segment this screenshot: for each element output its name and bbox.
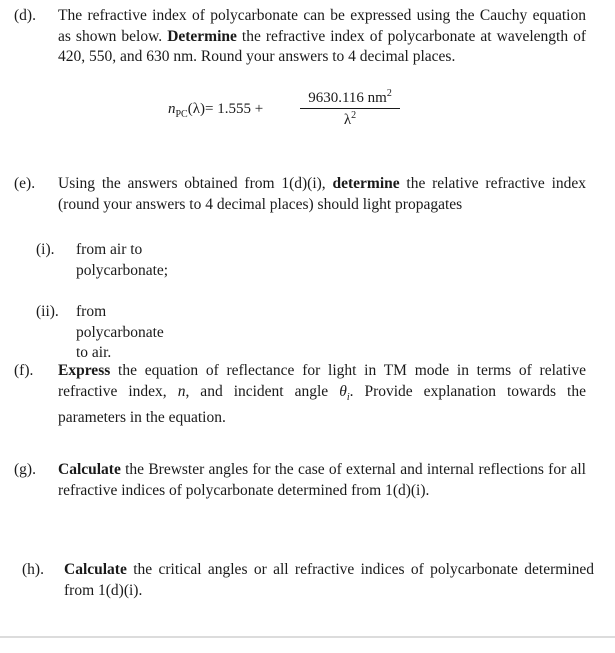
question-e-keyword: determine — [332, 175, 400, 192]
question-d-text — [58, 6, 586, 68]
question-e-intro: Using the answers obtained from 1(d)(i), — [58, 175, 326, 192]
question-h-text — [64, 560, 594, 601]
question-f-theta-symbol: θ — [339, 382, 347, 400]
question-e-text — [58, 174, 586, 215]
question-e-label: (e). — [14, 175, 36, 192]
equation-denominator-text: λ — [343, 112, 352, 128]
cauchy-equation — [168, 88, 408, 132]
question-f-var-n: n — [177, 382, 186, 400]
question-h-instruction: the critical angles or all refractive indices of polycarbonate determined from 1(d)(i). — [64, 561, 594, 599]
question-e-i-label: (i). — [36, 241, 55, 258]
question-f-text-b: , and incident angle — [185, 382, 329, 400]
question-f-theta-sub: i — [346, 391, 350, 403]
question-e-instruction: the relative refractive index (round your answers to 4 decimal places) should light propagates — [58, 175, 587, 213]
equation-n-symbol: n — [168, 101, 176, 117]
equation-fraction — [300, 88, 400, 129]
question-f-label: (f). — [14, 362, 34, 379]
question-g-label: (g). — [14, 461, 36, 478]
equation-n-subscript: PC — [175, 109, 188, 120]
equation-numerator-text: 9630.116 nm — [308, 90, 387, 106]
equation-numerator-exp: 2 — [386, 88, 392, 99]
equation-denominator — [300, 109, 400, 129]
question-e-ii-label: (ii). — [36, 303, 59, 320]
page-bottom-border — [0, 636, 615, 638]
question-d-intro: The refractive index of polycarbonate can be expressed using the Cauchy equation as shown below. — [58, 7, 586, 45]
question-d-label: (d). — [14, 7, 36, 24]
question-e-i-text: from air to polycarbonate; — [76, 241, 169, 279]
question-f-var-theta — [339, 382, 350, 403]
question-d-instruction: the refractive index of polycarbonate at wavelength of 420, 550, and 630 nm. Round your answers to 4 decimal places. — [58, 27, 586, 65]
question-g-keyword: Calculate — [58, 461, 121, 478]
equation-denominator-exp: 2 — [351, 110, 357, 121]
equation-lhs — [168, 101, 263, 120]
question-g-text — [58, 460, 586, 501]
equation-constant: = 1.555 + — [205, 101, 264, 117]
question-f-keyword: Express — [58, 362, 111, 379]
question-f-text-a: the equation of reflectance for light in TM mode in terms of relative refractive index, — [58, 362, 586, 400]
question-f-text-c: . Provide explanation towards the parameters in the equation. — [58, 382, 586, 427]
question-g-instruction: the Brewster angles for the case of external and internal reflections for all refractive indices of polycarbonate determined from 1(d)(i). — [58, 461, 586, 499]
question-f-text — [58, 361, 586, 429]
question-h-label: (h). — [22, 561, 44, 578]
question-d-keyword: Determine — [167, 27, 237, 45]
equation-numerator — [300, 88, 400, 109]
question-h-keyword: Calculate — [64, 561, 127, 578]
question-e-ii-text: from polycarbonate to air. — [76, 303, 164, 361]
equation-lambda-arg: (λ) — [187, 101, 205, 117]
